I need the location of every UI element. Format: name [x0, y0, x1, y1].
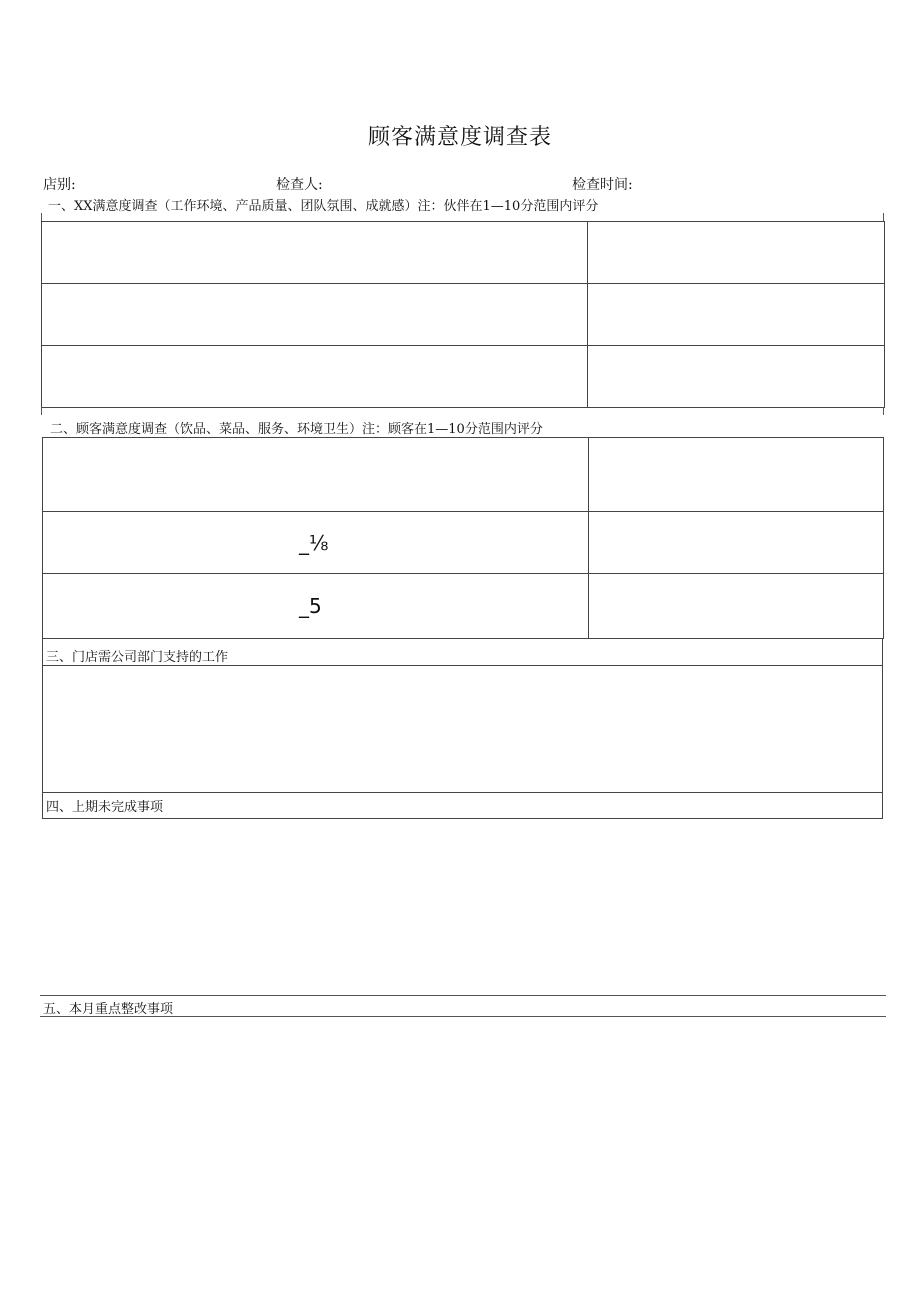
section1-row2-item-cell[interactable]: [42, 284, 588, 346]
section1-caption: 一、XX满意度调查（工作环境、产品质量、团队氛围、成就感）注：伙伴在1—10分范围内评分: [48, 199, 599, 214]
section2-row1-score-cell[interactable]: [589, 438, 884, 512]
table-row: [42, 222, 885, 284]
table-row: [43, 574, 884, 639]
section1-bottom-left-tick: [41, 407, 42, 415]
section2-row3-score-cell[interactable]: [589, 574, 884, 639]
section1-row1-item-cell[interactable]: [42, 222, 588, 284]
section1-row2-score-cell[interactable]: [588, 284, 885, 346]
section2-row1-item-cell[interactable]: [43, 438, 589, 512]
section2-row2-item-cell[interactable]: _⅛: [43, 512, 589, 574]
store-field-label: 店别:: [43, 177, 76, 193]
section5-label: 五、本月重点整改事项: [43, 1002, 174, 1017]
section3-block: [42, 638, 883, 666]
table-row: [42, 284, 885, 346]
section5-top-rule: [40, 995, 886, 996]
check-time-field-label: 检查时间:: [572, 177, 633, 193]
section2-row2-score-cell[interactable]: [589, 512, 884, 574]
table-row: [42, 346, 885, 408]
section2-table: [42, 437, 884, 639]
section4-label: 四、上期未完成事项: [46, 800, 164, 815]
section1-row1-score-cell[interactable]: [588, 222, 885, 284]
inspector-field-label: 检查人:: [276, 177, 323, 193]
section3-label: 三、门店需公司部门支持的工作: [46, 650, 229, 665]
section3-input-area[interactable]: [42, 665, 883, 793]
table-row: [43, 512, 884, 574]
section1-bottom-right-tick: [883, 407, 884, 415]
section5-bottom-rule: [40, 1016, 886, 1017]
table-row: [43, 438, 884, 512]
page-title: 顾客满意度调查表: [367, 125, 552, 150]
section2-caption: 二、顾客满意度调查（饮品、菜品、服务、环境卫生）注：顾客在1—10分范围内评分: [50, 422, 543, 437]
section2-row3-item-cell[interactable]: _5: [43, 574, 589, 639]
section1-row3-item-cell[interactable]: [42, 346, 588, 408]
section1-row3-score-cell[interactable]: [588, 346, 885, 408]
section4-block: [42, 792, 883, 819]
section1-table: [41, 221, 885, 408]
